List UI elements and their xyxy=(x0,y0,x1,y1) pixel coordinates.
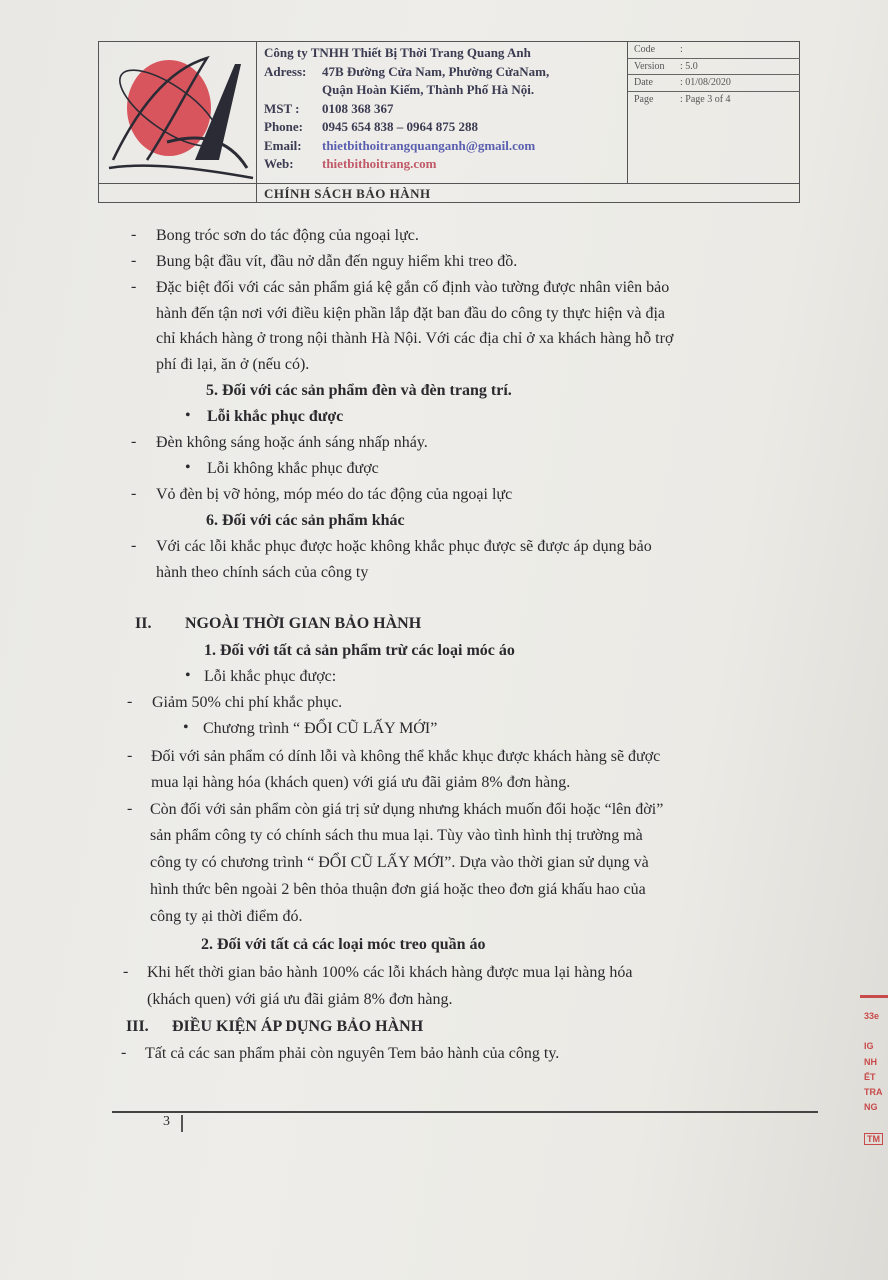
header-divider xyxy=(256,42,257,203)
stamp-text: 33e xyxy=(864,1011,880,1021)
stamp-rule xyxy=(860,995,888,998)
stamp-text: TRA xyxy=(864,1087,883,1097)
text-line: Đặc biệt đối với các sản phẩm giá kệ gắn cố định vào tường được nhân viên bảo xyxy=(156,279,670,296)
text-line: hình thức bên ngoài 2 bên thỏa thuận đơn giá hoặc theo đơn giá khấu hao của xyxy=(150,881,646,898)
header-divider xyxy=(99,183,799,184)
text-line: phí đi lại, ăn ở (nếu có). xyxy=(156,356,310,373)
text-line: Vỏ đèn bị vỡ hỏng, móp méo do tác động của ngoại lực xyxy=(156,486,513,503)
page-value: : Page 3 of 4 xyxy=(680,93,731,105)
policy-title: CHÍNH SÁCH BẢO HÀNH xyxy=(264,186,431,201)
document-meta xyxy=(628,42,800,108)
stamp-text: TM xyxy=(864,1133,883,1145)
address-label: Adress: xyxy=(264,63,307,79)
text-line: Khi hết thời gian bảo hành 100% các lỗi khách hàng được mua lại hàng hóa xyxy=(147,964,633,981)
bullet-heading: Lỗi không khắc phục được xyxy=(207,460,379,477)
phone-value: 0945 654 838 – 0964 875 288 xyxy=(322,119,478,134)
text-line: Đối với sản phẩm có dính lỗi và không thể khắc khục được khách hàng sẽ được xyxy=(151,748,661,765)
version-label: Version xyxy=(634,60,665,72)
text-line: (khách quen) với giá ưu đãi giảm 8% đơn hàng. xyxy=(147,991,453,1008)
section-heading: NGOÀI THỜI GIAN BẢO HÀNH xyxy=(185,615,422,632)
email-link[interactable]: thietbithoitrangquanganh@gmail.com xyxy=(322,137,536,153)
section-heading: ĐIỀU KIỆN ÁP DỤNG BẢO HÀNH xyxy=(172,1018,424,1035)
round-bullet: • xyxy=(185,407,191,424)
text-line: Giảm 50% chi phí khắc phục. xyxy=(152,694,343,711)
text-line: hành đến tận nơi với điều kiện phần lắp đặt ban đầu do công ty thực hiện và địa xyxy=(156,305,666,322)
mst-value: 0108 368 367 xyxy=(322,100,394,116)
bullet-heading: Lỗi khắc phục được xyxy=(207,408,344,425)
dash-bullet: - xyxy=(123,963,129,980)
text-line: chỉ khách hàng ở trong nội thành Hà Nội. Với các địa chỉ ở xa khách hàng hỗ trợ xyxy=(156,330,674,347)
address-line-2: Quận Hoàn Kiếm, Thành Phố Hà Nội. xyxy=(322,82,535,97)
dash-bullet: - xyxy=(131,252,137,269)
page-label: Page xyxy=(634,93,654,105)
dash-bullet: - xyxy=(121,1044,127,1061)
dash-bullet: - xyxy=(127,800,133,817)
stamp-text: NG xyxy=(864,1102,878,1112)
date-label: Date xyxy=(634,77,653,88)
subheading: 6. Đối với các sản phẩm khác xyxy=(206,512,405,529)
company-name: Công ty TNHH Thiết Bị Thời Trang Quang Anh xyxy=(264,45,531,60)
dash-bullet: - xyxy=(131,485,137,502)
date-value: : 01/08/2020 xyxy=(680,77,731,88)
text-line: Tất cả các san phẩm phải còn nguyên Tem bảo hành của công ty. xyxy=(145,1045,560,1062)
subheading: 1. Đối với tất cả sản phẩm trừ các loại móc áo xyxy=(204,642,515,659)
text-line: Còn đối với sản phẩm còn giá trị sử dụng nhưng khách muốn đổi hoặc “lên đời” xyxy=(150,801,664,818)
dash-bullet: - xyxy=(127,747,133,764)
text-line: Với các lỗi khắc phục được hoặc không khắc phục được sẽ được áp dụng bảo xyxy=(156,538,652,555)
text-line: Đèn không sáng hoặc ánh sáng nhấp nháy. xyxy=(156,434,428,451)
web-label: Web: xyxy=(264,156,294,171)
dash-bullet: - xyxy=(131,433,137,450)
round-bullet: • xyxy=(185,667,191,684)
email-label: Email: xyxy=(264,137,302,153)
text-line: Bong tróc sơn do tác động của ngoại lực. xyxy=(156,227,419,244)
phone-label: Phone: xyxy=(264,119,303,134)
red-stamp xyxy=(858,995,888,1165)
footer-rule xyxy=(112,1111,818,1113)
code-value: : xyxy=(680,44,683,55)
dash-bullet: - xyxy=(131,278,137,295)
page-number: 3 xyxy=(163,1114,170,1129)
company-logo xyxy=(107,50,255,180)
text-line: Bung bật đầu vít, đầu nở dẫn đến nguy hiểm khi treo đồ. xyxy=(156,253,518,270)
section-number: III. xyxy=(126,1018,149,1035)
round-bullet: • xyxy=(183,719,189,736)
dash-bullet: - xyxy=(131,537,137,554)
document-header xyxy=(98,41,800,203)
subheading: 5. Đối với các sản phẩm đèn và đèn trang trí. xyxy=(206,382,512,399)
mst-label: MST : xyxy=(264,100,300,116)
bullet-heading: Chương trình “ ĐỔI CŨ LẤY MỚI” xyxy=(203,720,438,737)
text-line: sản phẩm công ty có chính sách thu mua lại. Tùy vào tình hình thị trường mà xyxy=(150,827,643,844)
web-link[interactable]: thietbithoitrang.com xyxy=(322,156,437,171)
dash-bullet: - xyxy=(127,693,133,710)
stamp-text: NH xyxy=(864,1057,877,1067)
subheading: 2. Đối với tất cả các loại móc treo quần áo xyxy=(201,936,486,953)
dash-bullet: - xyxy=(131,226,137,243)
version-value: : 5.0 xyxy=(680,60,698,72)
text-line: công ty ại thời điểm đó. xyxy=(150,908,303,925)
text-line: mua lại hàng hóa (khách quen) với giá ưu đãi giảm 8% đơn hàng. xyxy=(151,774,571,791)
round-bullet: • xyxy=(185,459,191,476)
bullet-heading: Lỗi khắc phục được: xyxy=(204,668,337,685)
page-number-divider xyxy=(181,1115,183,1132)
section-number: II. xyxy=(135,615,152,632)
stamp-text: ẾT xyxy=(864,1072,876,1082)
stamp-text: IG xyxy=(864,1041,874,1051)
company-info xyxy=(264,44,624,174)
text-line: hành theo chính sách của công ty xyxy=(156,564,369,581)
address-line-1: 47B Đường Cửa Nam, Phường CửaNam, xyxy=(322,63,550,79)
text-line: công ty có chương trình “ ĐỔI CŨ LẤY MỚI”. Dựa vào thời gian sử dụng và xyxy=(150,854,649,871)
code-label: Code xyxy=(634,44,656,55)
